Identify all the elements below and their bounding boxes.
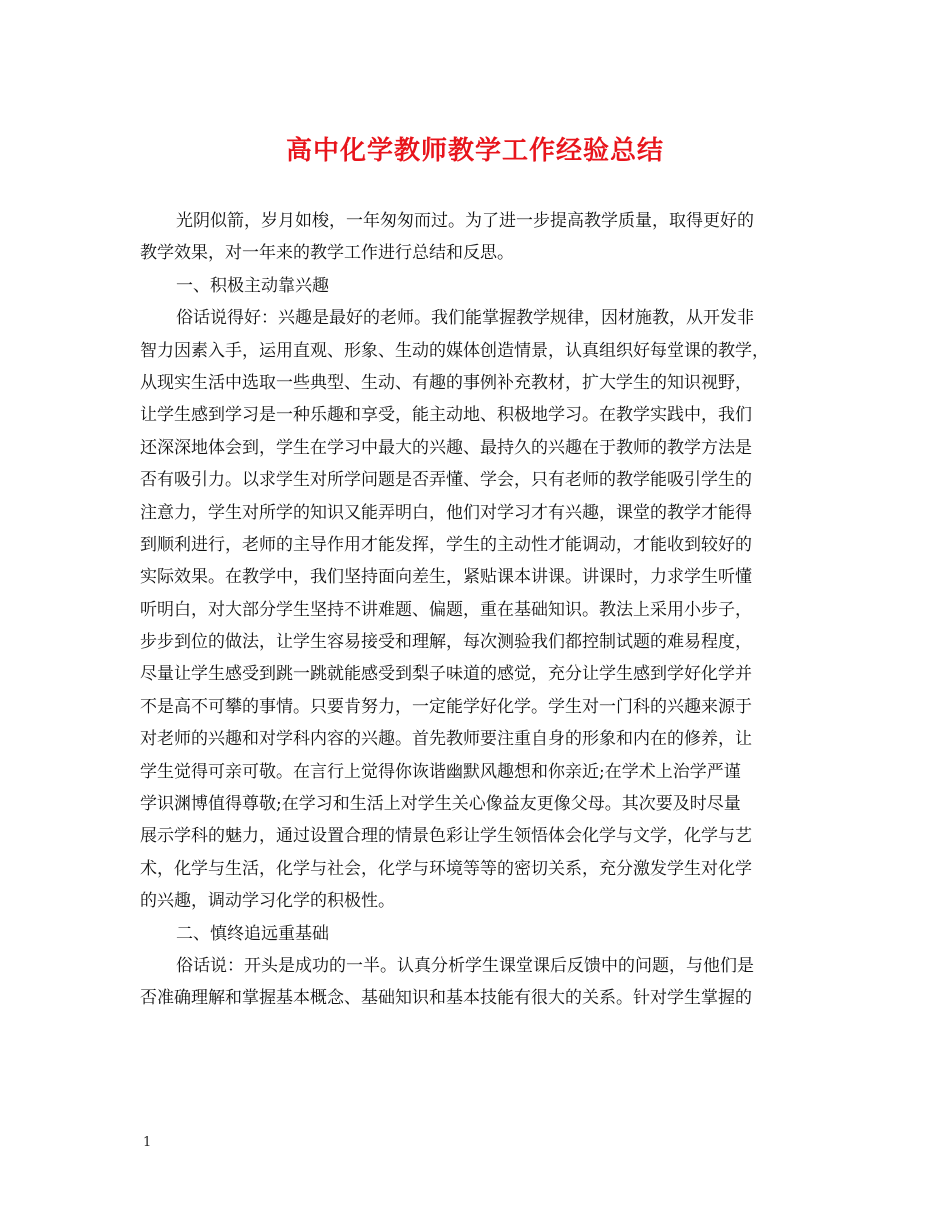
text-line: 注意力，学生对所学的知识又能弄明白，他们对学习才有兴趣，课堂的教学才能得	[140, 502, 752, 523]
text-line: 的兴趣，调动学习化学的积极性。	[140, 891, 395, 912]
text-line: 二、慎终追远重基础	[176, 923, 329, 944]
text-line: 从现实生活中选取一些典型、生动、有趣的事例补充教材，扩大学生的知识视野，	[140, 372, 752, 393]
text-line: 听明白，对大部分学生坚持不讲难题、偏题，重在基础知识。教法上采用小步子，	[140, 599, 752, 620]
text-line: 还深深地体会到，学生在学习中最大的兴趣、最持久的兴趣在于教师的教学方法是	[140, 437, 752, 458]
document-title: 高中化学教师教学工作经验总结	[285, 136, 664, 166]
text-line: 不是高不可攀的事情。只要肯努力，一定能学好化学。学生对一门科的兴趣来源于	[140, 696, 752, 717]
page-number: 1	[143, 1135, 152, 1150]
text-line: 展示学科的魅力，通过设置合理的情景色彩让学生领悟体会化学与文学，化学与艺	[140, 826, 752, 847]
text-line: 术，化学与生活，化学与社会，化学与环境等等的密切关系，充分激发学生对化学	[140, 858, 752, 879]
text-line: 智力因素入手，运用直观、形象、生动的媒体创造情景，认真组织好每堂课的教学，	[140, 340, 769, 361]
text-line: 教学效果，对一年来的教学工作进行总结和反思。	[140, 243, 514, 264]
text-line: 到顺利进行，老师的主导作用才能发挥，学生的主动性才能调动，才能收到较好的	[140, 534, 752, 555]
text-line: 学识渊博值得尊敬;在学习和生活上对学生关心像益友更像父母。其次要及时尽量	[140, 794, 741, 815]
text-line: 俗话说得好：兴趣是最好的老师。我们能掌握教学规律，因材施教，从开发非	[176, 308, 754, 329]
text-line: 否有吸引力。以求学生对所学问题是否弄懂、学会，只有老师的教学能吸引学生的	[140, 470, 752, 491]
text-line: 实际效果。在教学中，我们坚持面向差生，紧贴课本讲课。讲课时，力求学生听懂	[140, 567, 752, 588]
text-line: 否准确理解和掌握基本概念、基础知识和基本技能有很大的关系。针对学生掌握的	[140, 988, 752, 1009]
text-line: 让学生感到学习是一种乐趣和享受，能主动地、积极地学习。在教学实践中，我们	[140, 405, 752, 426]
text-line: 对老师的兴趣和对学科内容的兴趣。首先教师要注重自身的形象和内在的修养，让	[140, 729, 752, 750]
text-line: 俗话说：开头是成功的一半。认真分析学生课堂课后反馈中的问题，与他们是	[176, 955, 754, 976]
text-line: 光阴似箭，岁月如梭，一年匆匆而过。为了进一步提高教学质量，取得更好的	[176, 211, 754, 231]
document-body	[140, 205, 812, 1015]
text-line: 学生觉得可亲可敬。在言行上觉得你诙谐幽默风趣想和你亲近;在学术上治学严谨	[140, 761, 741, 782]
text-line: 一、积极主动靠兴趣	[176, 275, 329, 296]
text-line: 尽量让学生感受到跳一跳就能感受到梨子味道的感觉，充分让学生感到学好化学并	[140, 664, 752, 685]
text-line: 步步到位的做法，让学生容易接受和理解，每次测验我们都控制试题的难易程度，	[140, 632, 752, 653]
